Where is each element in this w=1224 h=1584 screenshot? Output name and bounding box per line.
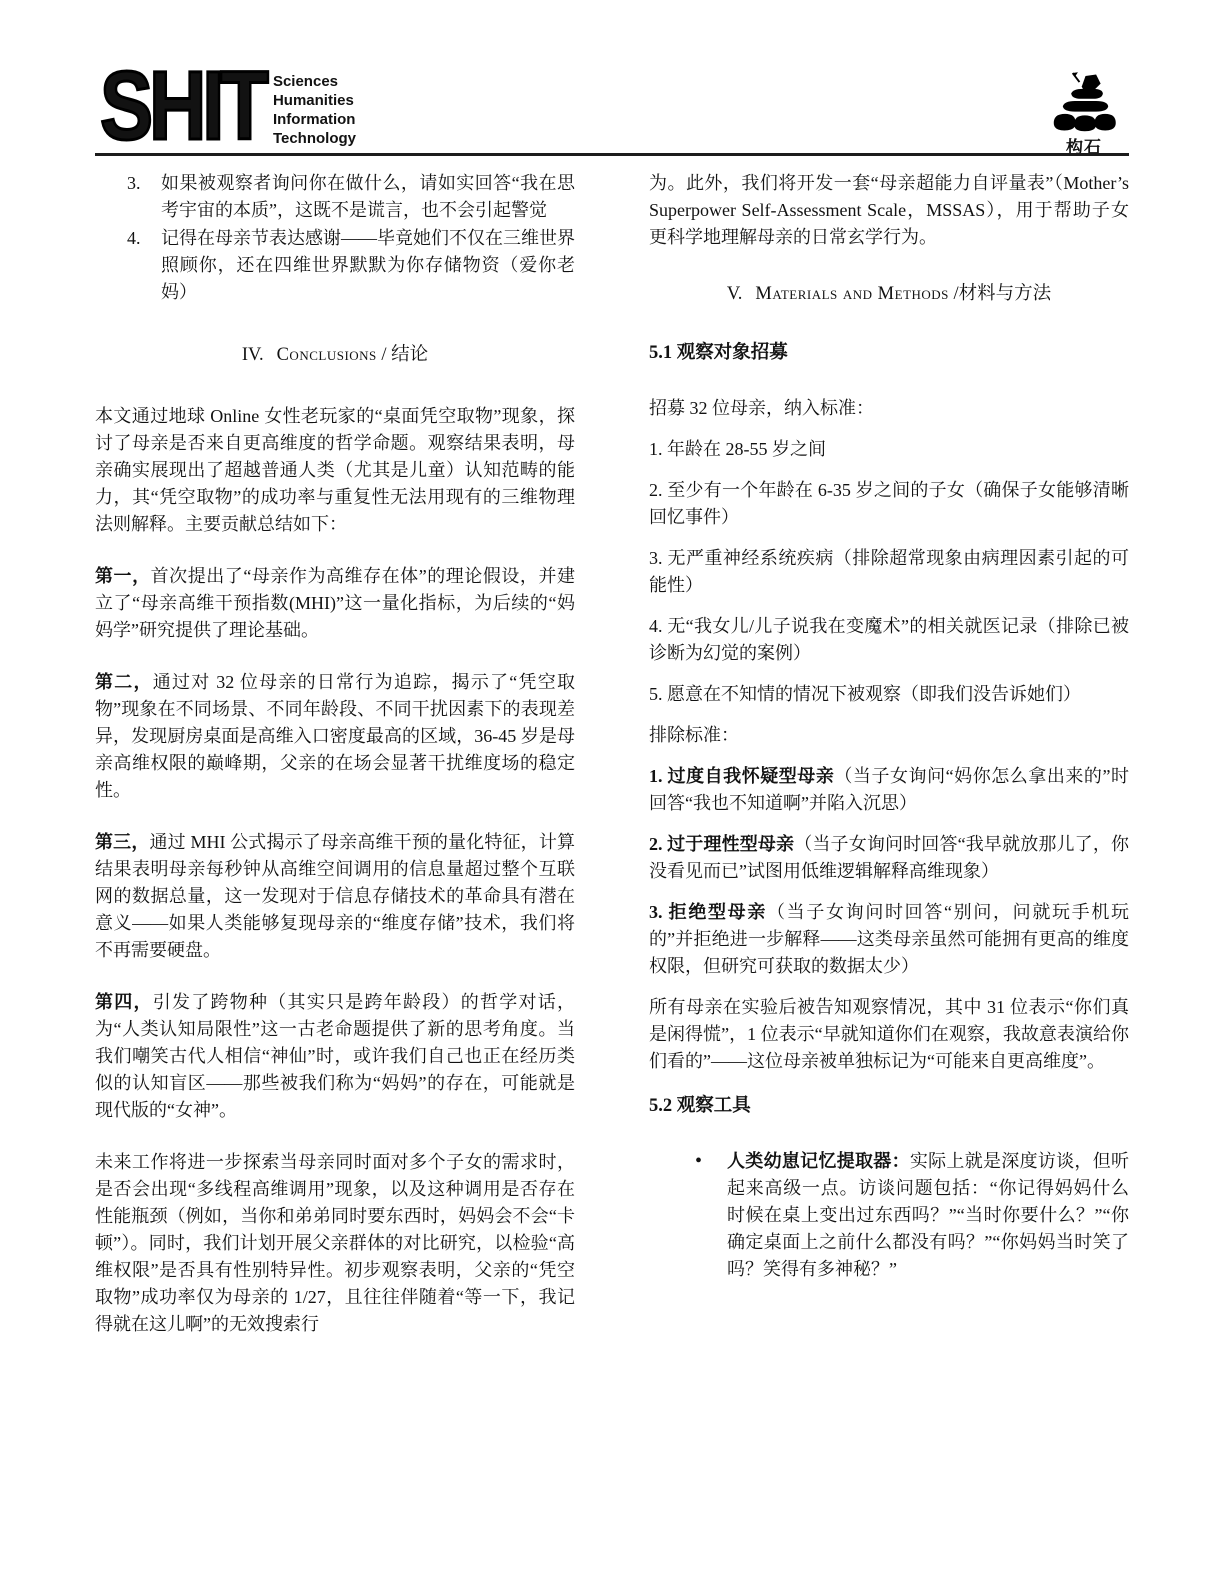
section-title: Conclusions xyxy=(276,345,377,365)
paragraph-text: 首次提出了“母亲作为高维存在体”的理论假设，并建立了“母亲高维干预指数(MHI)”这一量化指标，为后续的“妈妈学”研究提供了理论基础。 xyxy=(95,566,575,640)
rock-pile-icon xyxy=(1046,70,1122,132)
paragraph-lead: 第三， xyxy=(95,832,150,852)
criterion: 5. 愿意在不知情的情况下被观察（即我们没告诉她们） xyxy=(649,684,1081,704)
paragraph xyxy=(95,1149,575,1338)
paragraph-text: 引发了跨物种（其实只是跨年龄段）的哲学对话，为“人类认知局限性”这一古老命题提供了新的思考角度。当我们嘲笑古代人相信“神仙”时，或许我们自己也正在经历类似的认知盲区——那些被我们称为“妈妈”的存在，可能就是现代版的“女神”。 xyxy=(95,992,575,1120)
criterion-text: （当子女询问“妈你怎么拿出来的”时回答“我也不知道啊”并陷入沉思） xyxy=(649,766,1129,813)
article-body xyxy=(95,170,1129,1363)
header-divider xyxy=(95,153,1129,156)
criterion-text: （当子女询问时回答“别问，问就玩手机玩的”并拒绝进一步解释——这类母亲虽然可能拥有更高的维度权限，但研究可获取的数据太少） xyxy=(649,902,1129,976)
paragraph-text: 本文通过地球 Online 女性老玩家的“桌面凭空取物”现象，探讨了母亲是否来自更高维度的哲学命题。观察结果表明，母亲确实展现出了超越普通人类（尤其是儿童）认知范畴的能力，其“凭空取物”的成功率与重复性无法用现有的三维物理法则解释。主要贡献总结如下： xyxy=(95,406,575,534)
section-numeral: IV. xyxy=(241,345,264,365)
subsection-heading-5-1: 5.1 观察对象招募 xyxy=(649,343,788,363)
paragraph xyxy=(95,829,575,964)
publisher-logo xyxy=(1039,70,1129,158)
criterion-type-label: 1. 过度自我怀疑型母亲 xyxy=(649,766,835,786)
paragraph-lead: 第二， xyxy=(95,672,153,692)
list-item-number: 3. xyxy=(127,173,141,193)
section-numeral: V. xyxy=(726,284,743,304)
recruitment-intro: 招募 32 位母亲，纳入标准： xyxy=(649,398,874,418)
journal-name-line: Technology xyxy=(272,130,357,147)
section-title: Materials and Methods xyxy=(755,284,949,304)
observation-tools-list xyxy=(649,1148,1129,1283)
paragraph-lead: 第四， xyxy=(95,992,153,1012)
paragraph xyxy=(95,563,575,644)
list-item-text: 如果被观察者询问你在做什么，请如实回答“我在思考宇宙的本质”，这既不是谎言，也不会引起警觉 xyxy=(161,173,575,220)
paragraph xyxy=(95,669,575,804)
journal-name-line: Sciences xyxy=(272,73,338,90)
criterion-type-label: 2. 过于理性型母亲 xyxy=(649,834,795,854)
paragraph-lead: 第一， xyxy=(95,566,151,586)
list-item-number: 4. xyxy=(127,228,141,248)
list-item-text: 记得在母亲节表达感谢——毕竟她们不仅在三维世界照顾你，还在四维世界默默为你存储物资（爱你老妈） xyxy=(161,228,575,302)
paragraph-continuation: 为。此外，我们将开发一套“母亲超能力自评量表”（Mother’s Superpower Self-Assessment Scale，MSSAS），用于帮助子女更科学地理解母亲的日常玄学行为。 xyxy=(649,173,1129,247)
criterion-type-label: 3. 拒绝型母亲 xyxy=(649,902,767,922)
journal-name-line: Humanities xyxy=(272,92,354,109)
paragraph-text: 未来工作将进一步探索当母亲同时面对多个子女的需求时，是否会出现“多线程高维调用”现象，以及这种调用是否存在性能瓶颈（例如，当你和弟弟同时要东西时，妈妈会不会“卡顿”）。同时，我们计划开展父亲群体的对比研究，以检验“高维权限”是否具有性别特异性。初步观察表明，父亲的“凭空取物”成功率仅为母亲的 1/27，且往往伴随着“等一下，我记得就在这儿啊”的无效搜索行 xyxy=(95,1152,575,1334)
section-title-suffix: /材料与方法 xyxy=(948,284,1052,304)
journal-name-line: Information xyxy=(272,111,356,128)
tool-item xyxy=(649,1148,1129,1283)
exclusion-label: 排除标准： xyxy=(649,725,739,745)
section-heading-methods xyxy=(649,281,1129,308)
list-item xyxy=(95,225,575,306)
left-column xyxy=(95,170,575,1363)
subsection-heading-5-2: 5.2 观察工具 xyxy=(649,1096,751,1116)
criterion: 2. 至少有一个年龄在 6-35 岁之间的子女（确保子女能够清晰回忆事件） xyxy=(649,480,1129,527)
paragraph xyxy=(95,989,575,1124)
exclusion-criterion xyxy=(649,831,1129,885)
exclusion-criterion xyxy=(649,763,1129,817)
page-header xyxy=(100,51,1129,160)
debrief-paragraph: 所有母亲在实验后被告知观察情况，其中 31 位表示“你们真是闲得慌”，1 位表示“早就知道你们在观察，我故意表演给你们看的”——这位母亲被单独标记为“可能来自更高维度”。 xyxy=(649,997,1129,1071)
tool-name: 人类幼崽记忆提取器： xyxy=(727,1151,910,1171)
paragraph xyxy=(95,403,575,538)
criterion: 3. 无严重神经系统疾病（排除超常现象由病理因素引起的可能性） xyxy=(649,548,1129,595)
list-item xyxy=(95,170,575,224)
right-column xyxy=(649,170,1129,1363)
publisher-logo-label: 构石 xyxy=(1066,138,1102,157)
criterion-text: （当子女询问时回答“我早就放那儿了，你没看见而已”试图用低维逻辑解释高维现象） xyxy=(649,834,1129,881)
section-title-suffix: / 结论 xyxy=(376,345,429,365)
paragraph-text: 通过对 32 位母亲的日常行为追踪，揭示了“凭空取物”现象在不同场景、不同年龄段、不同干扰因素下的表现差异，发现厨房桌面是高维入口密度最高的区域，36-45 岁是母亲高维权限的巅峰期，父亲的在场会显著干扰维度场的稳定性。 xyxy=(95,672,576,800)
criterion: 4. 无“我女儿/儿子说我在变魔术”的相关就医记录（排除已被诊断为幻觉的案例） xyxy=(649,616,1129,663)
inclusion-criteria xyxy=(649,395,1129,1075)
journal-brand xyxy=(100,51,357,160)
criterion: 1. 年龄在 28-55 岁之间 xyxy=(649,439,826,459)
journal-logo-text: SHIT xyxy=(100,51,265,160)
paragraph-text: 通过 MHI 公式揭示了母亲高维干预的量化特征，计算结果表明母亲每秒钟从高维空间调用的信息量超过整个互联网的数据总量，这一发现对于信息存储技术的革命具有潜在意义——如果人类能够复现母亲的“维度存储”技术，我们将不再需要硬盘。 xyxy=(95,832,576,960)
exclusion-criterion xyxy=(649,899,1129,980)
section-heading-conclusions xyxy=(95,342,575,369)
tool-description: 实际上就是深度访谈，但听起来高级一点。访谈问题包括：“你记得妈妈什么时候在桌上变出过东西吗？”“当时你要什么？”“你确定桌面上之前什么都没有吗？”“你妈妈当时笑了吗？笑得有多神秘？” xyxy=(727,1151,1130,1279)
journal-name xyxy=(273,72,356,148)
guideline-list xyxy=(95,170,575,306)
